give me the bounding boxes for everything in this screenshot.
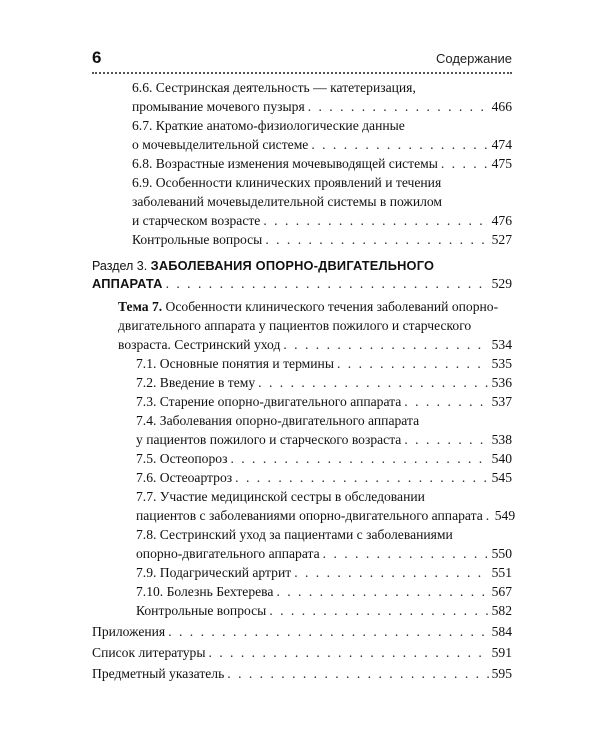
toc-entry-text: 6.9. Особенности клинических проявлений и течения — [132, 175, 442, 190]
toc-page-number: 551 — [491, 565, 512, 580]
toc-entry-text: 7.10. Болезнь Бехтерева — [136, 584, 274, 599]
toc-entry-text: Контрольные вопросы — [132, 232, 263, 247]
toc-entry-text: промывание мочевого пузыря — [132, 99, 305, 114]
toc-entry-ch6-questions[interactable] — [92, 230, 512, 249]
toc-entry-7-6[interactable] — [92, 468, 512, 487]
toc-entry-7-10[interactable] — [92, 582, 512, 601]
toc-page-number: 476 — [491, 213, 512, 228]
toc-entry-text: 7.9. Подагрический артрит — [136, 565, 292, 580]
toc-entry-7-7[interactable] — [92, 487, 516, 525]
toc-entry-text: опорно-двигательного аппарата — [136, 546, 320, 561]
toc-entry-text: 7.3. Старение опорно-двигательного аппарата — [136, 394, 402, 409]
toc-page-number: 537 — [491, 394, 512, 409]
toc-entry-6-7[interactable] — [92, 116, 512, 154]
running-head: Содержание — [436, 51, 512, 66]
toc-entry-text: 6.7. Краткие анатомо-физиологические данные — [132, 118, 405, 133]
toc-page-number: 567 — [491, 584, 512, 599]
leader-dots — [263, 211, 488, 230]
section-title: ЗАБОЛЕВАНИЯ ОПОРНО-ДВИГАТЕЛЬНОГО — [150, 258, 435, 273]
toc-page-number: 595 — [491, 666, 512, 681]
toc-page-number: 550 — [491, 546, 512, 561]
leader-dots — [311, 135, 488, 154]
leader-dots — [230, 449, 488, 468]
toc-entry-6-6[interactable] — [92, 78, 512, 116]
toc-entry-7-1[interactable] — [92, 354, 512, 373]
toc-entry-index[interactable] — [92, 664, 512, 683]
toc-entry-7-9[interactable] — [92, 563, 512, 582]
leader-dots — [168, 622, 488, 641]
toc-entry-text: у пациентов пожилого и старческого возраста — [136, 432, 402, 447]
leader-dots — [404, 392, 488, 411]
leader-dots — [323, 544, 489, 563]
toc-page-number: 529 — [491, 276, 512, 291]
section-title: АППАРАТА — [92, 276, 163, 291]
toc-entry-text: возраста. Сестринский уход — [118, 337, 281, 352]
toc-entry-text: пациентов с заболеваниями опорно-двигательного аппарата — [136, 508, 483, 523]
table-of-contents — [92, 78, 516, 683]
leader-dots — [486, 506, 492, 525]
leader-dots — [294, 563, 488, 582]
toc-topic-7[interactable] — [92, 297, 512, 354]
toc-page-number: 536 — [491, 375, 512, 390]
toc-section-3[interactable] — [92, 257, 512, 293]
toc-page-number: 582 — [491, 603, 512, 618]
toc-entry-text: Приложения — [92, 624, 166, 639]
toc-entry-text: Предметный указатель — [92, 666, 225, 681]
leader-dots — [208, 643, 488, 662]
toc-page-number: 584 — [491, 624, 512, 639]
toc-entry-7-5[interactable] — [92, 449, 512, 468]
toc-page-number: 591 — [491, 645, 512, 660]
toc-entry-text: 7.5. Остеопороз — [136, 451, 228, 466]
toc-page-number: 535 — [491, 356, 512, 371]
toc-entry-6-8[interactable] — [92, 154, 512, 173]
toc-entry-7-3[interactable] — [92, 392, 512, 411]
toc-entry-text: о мочевыделительной системе — [132, 137, 309, 152]
toc-entry-text: 7.6. Остеоартроз — [136, 470, 233, 485]
toc-entry-text: Список литературы — [92, 645, 206, 660]
leader-dots — [235, 468, 488, 487]
toc-page-number: 474 — [491, 137, 512, 152]
leader-dots — [404, 430, 488, 449]
leader-dots — [166, 275, 489, 293]
leader-dots — [265, 230, 488, 249]
leader-dots — [227, 664, 488, 683]
toc-entry-text: 7.7. Участие медицинской сестры в обследовании — [136, 489, 425, 504]
page-number: 6 — [92, 48, 102, 67]
section-prefix: Раздел 3. — [92, 259, 148, 273]
toc-page-number: 549 — [494, 508, 516, 523]
leader-dots — [441, 154, 489, 173]
toc-entry-ch7-questions[interactable] — [92, 601, 512, 620]
toc-entry-6-9[interactable] — [92, 173, 512, 230]
toc-page-number: 545 — [491, 470, 512, 485]
toc-entry-appendices[interactable] — [92, 622, 512, 641]
page-header — [92, 48, 512, 70]
toc-entry-7-8[interactable] — [92, 525, 512, 563]
toc-page-number: 534 — [491, 337, 512, 352]
leader-dots — [269, 601, 488, 620]
toc-page-number: 527 — [491, 232, 512, 247]
leader-dots — [308, 97, 489, 116]
toc-entry-text: Контрольные вопросы — [136, 603, 267, 618]
toc-entry-text: двигательного аппарата у пациентов пожилого и старческого — [118, 318, 472, 333]
toc-entry-text: и старческом возрасте — [132, 213, 261, 228]
toc-entry-references[interactable] — [92, 643, 512, 662]
toc-page-number: 540 — [491, 451, 512, 466]
leader-dots — [283, 335, 488, 354]
leader-dots — [258, 373, 488, 392]
toc-page-number: 475 — [491, 156, 512, 171]
toc-entry-text: 7.4. Заболевания опорно-двигательного аппарата — [136, 413, 420, 428]
toc-entry-text: 7.1. Основные понятия и термины — [136, 356, 334, 371]
leader-dots — [337, 354, 489, 373]
toc-entry-7-4[interactable] — [92, 411, 512, 449]
toc-entry-text: 7.2. Введение в тему — [136, 375, 256, 390]
toc-entry-text: 6.6. Сестринская деятельность — катетеризация, — [132, 80, 416, 95]
toc-entry-text: 7.8. Сестринский уход за пациентами с заболеваниями — [136, 527, 453, 542]
toc-entry-text: заболеваний мочевыделительной системы в пожилом — [132, 194, 443, 209]
toc-entry-7-2[interactable] — [92, 373, 512, 392]
leader-dots — [276, 582, 488, 601]
toc-page-number: 466 — [491, 99, 512, 114]
toc-entry-text: Особенности клинического течения заболеваний опорно- — [165, 299, 499, 314]
topic-label: Тема 7. — [118, 299, 163, 314]
header-divider — [92, 72, 512, 74]
toc-page-number: 538 — [491, 432, 512, 447]
toc-entry-text: 6.8. Возрастные изменения мочевыводящей системы — [132, 156, 438, 171]
